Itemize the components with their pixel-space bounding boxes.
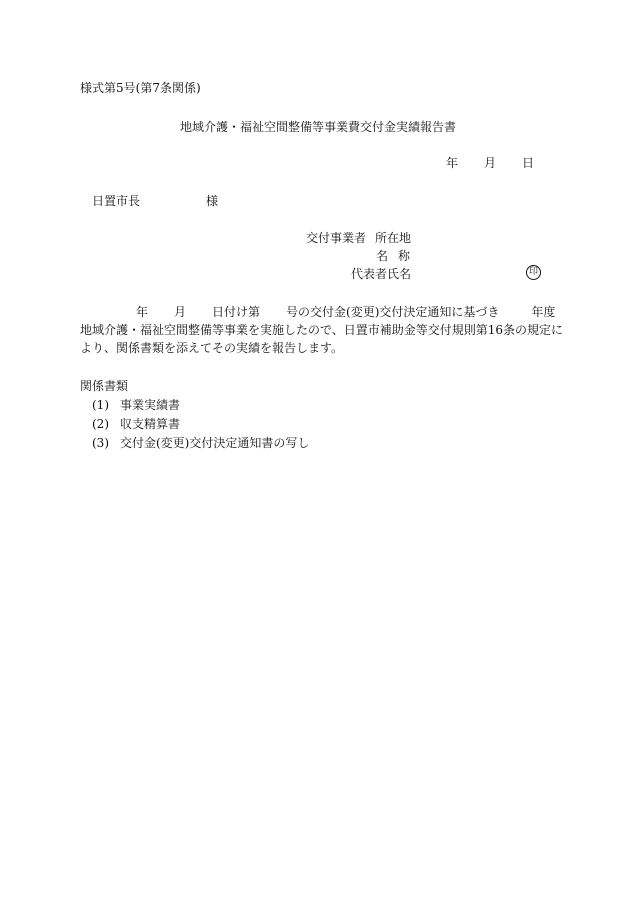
attachment-item: [92, 418, 180, 430]
body-line-2: 地域介護・福祉空間整備等事業を実施したので、日置市補助金等交付規則第16条の規定に: [80, 323, 564, 337]
date-month-label: 月: [484, 156, 497, 170]
name-label: 名称: [376, 249, 421, 263]
body-notice-text: 号の交付金(変更)交付決定通知に基づき: [286, 305, 500, 319]
attachment-text: 収支精算書: [120, 417, 181, 431]
attachment-item: [92, 437, 309, 449]
date-line: [446, 157, 534, 169]
attachment-item: [92, 399, 180, 411]
attachment-text: 事業実績書: [120, 398, 181, 412]
body-month-label: 月: [174, 305, 187, 319]
body-dated-label: 日付け第: [212, 305, 261, 319]
attachment-number: (2): [92, 417, 109, 431]
seal-mark: 印: [526, 265, 541, 280]
body-line-1: [136, 306, 555, 318]
addressee: [92, 195, 218, 207]
form-number: 様式第5号(第7条関係): [80, 81, 201, 95]
attachment-number: (3): [92, 436, 109, 450]
body-line-3: より、関係書類を添えてその実績を報告します。: [80, 341, 344, 355]
representative-label: 代表者氏名: [351, 267, 412, 281]
address-label: 所在地: [375, 231, 412, 245]
honorific: 様: [206, 194, 219, 208]
attachment-number: (1): [92, 398, 109, 412]
applicant-label: 交付事業者: [306, 231, 367, 245]
body-year-label: 年: [136, 305, 149, 319]
date-year-label: 年: [446, 156, 459, 170]
attachments-heading: 関係書類: [80, 379, 129, 393]
recipient-name: 日置市長: [92, 194, 141, 208]
date-day-label: 日: [522, 156, 535, 170]
body-fiscal-year-label: 年度: [531, 305, 556, 319]
attachment-text: 交付金(変更)交付決定通知書の写し: [120, 436, 310, 450]
document-title: 地域介護・福祉空間整備等事業費交付金実績報告書: [180, 120, 457, 134]
